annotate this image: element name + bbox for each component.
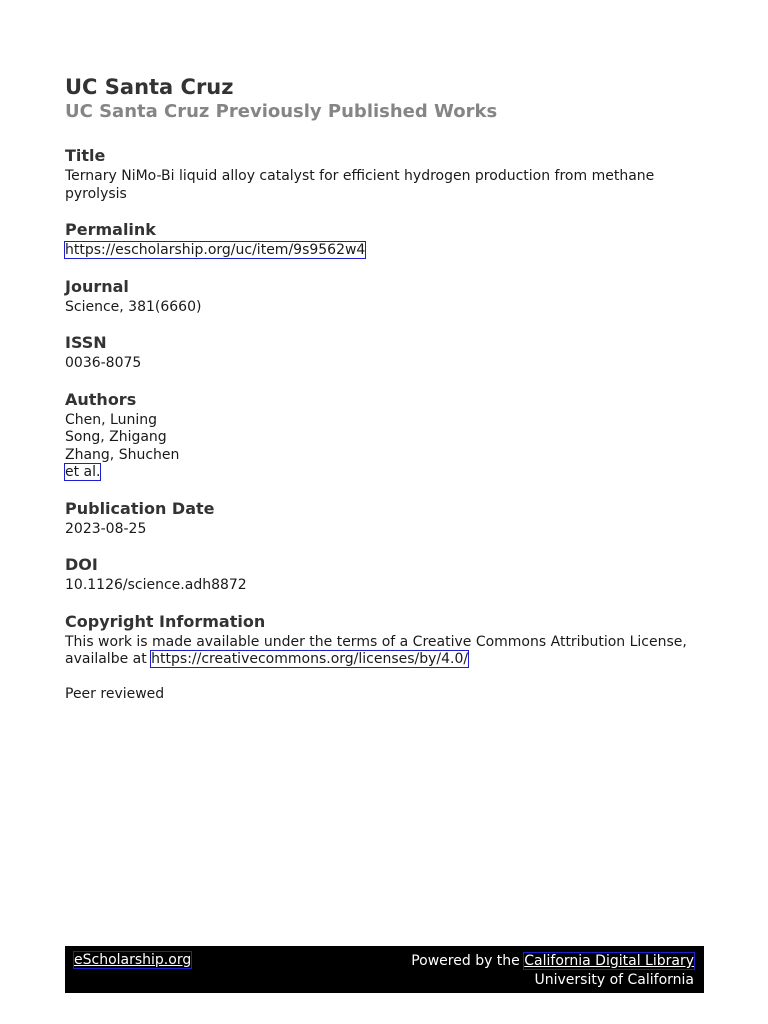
authors-list <box>65 412 705 482</box>
doi-value: 10.1126/science.adh8872 <box>65 577 247 593</box>
author-name: Chen, Luning <box>65 411 157 428</box>
cdl-link[interactable]: California Digital Library <box>524 953 694 969</box>
issn-label: ISSN <box>65 333 107 352</box>
peer-review-status: Peer reviewed <box>65 685 165 702</box>
publication-date-section <box>65 499 705 539</box>
copyright-prefix: availalbe at <box>65 651 152 667</box>
journal-value: Science, 381(6660) <box>65 298 202 315</box>
title-section <box>65 146 705 203</box>
permalink-link[interactable]: https://escholarship.org/uc/item/9s9562w4 <box>65 242 366 258</box>
university-name: University of California <box>534 972 694 988</box>
license-link[interactable]: https://creativecommons.org/licenses/by/4.0/ <box>151 651 469 667</box>
copyright-label: Copyright Information <box>65 611 266 631</box>
author-name: Zhang, Shuchen <box>65 446 180 463</box>
title-label: Title <box>65 146 106 165</box>
copyright-section <box>65 612 705 669</box>
issn-section <box>65 333 705 373</box>
permalink-label: Permalink <box>65 220 156 239</box>
publication-date-label: Publication Date <box>65 498 215 518</box>
powered-by-text: Powered by the <box>411 953 525 969</box>
campus-name: UC Santa Cruz <box>65 75 234 99</box>
footer-credits <box>411 952 694 990</box>
series-name: UC Santa Cruz Previously Published Works <box>65 101 498 122</box>
copyright-text <box>65 634 705 669</box>
authors-section <box>65 390 705 482</box>
doi-section <box>65 555 705 595</box>
escholarship-link[interactable]: eScholarship.org <box>74 952 192 968</box>
doi-label: DOI <box>65 555 98 574</box>
footer-bar <box>65 946 704 993</box>
more-authors-link[interactable]: et al. <box>65 464 101 480</box>
title-value: Ternary NiMo-Bi liquid alloy catalyst for efficient hydrogen production from methane pyrolysis <box>65 168 655 202</box>
journal-section <box>65 277 705 317</box>
metadata-page <box>65 74 705 703</box>
publication-date-value: 2023-08-25 <box>65 520 147 537</box>
copyright-line: This work is made available under the terms of a Creative Commons Attribution License, <box>65 633 687 650</box>
journal-label: Journal <box>65 276 129 296</box>
permalink-section <box>65 220 705 260</box>
author-name: Song, Zhigang <box>65 429 167 445</box>
authors-label: Authors <box>65 389 137 409</box>
issn-value: 0036-8075 <box>65 355 142 371</box>
